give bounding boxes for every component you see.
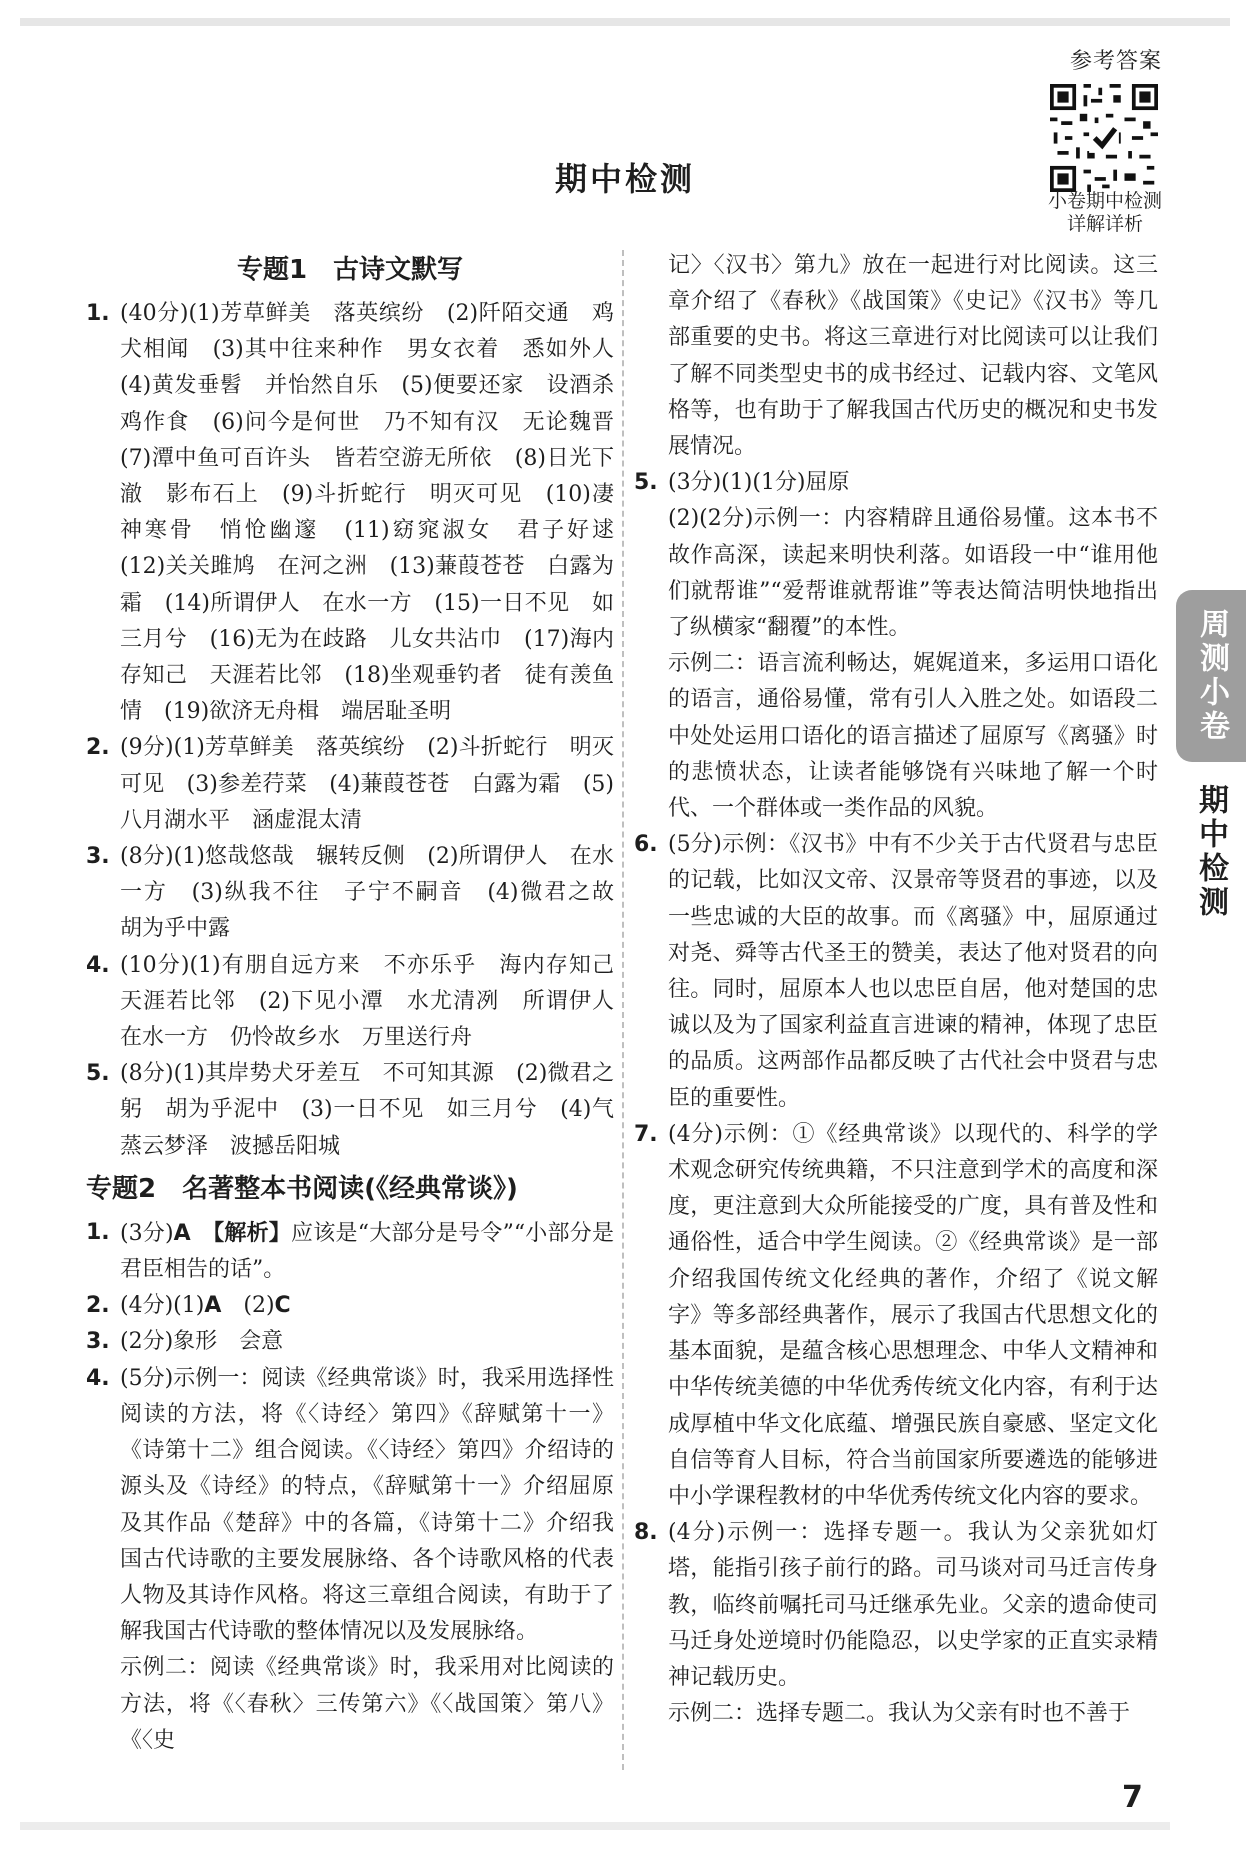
item-text: (4分)示例：①《经典常谈》以现代的、科学的学术观念研究传统典籍，不只注意到学术的高度和深度，更注意到大众所能接受的广度，具有普及性和通俗性，适合中学生阅读。②《经典常谈》是一部介绍我国传统文化经典的著作，介绍了《说文解字》等多部经典著作，展示了我国古代思想文化的基本面貌，是蕴含核心思想理念、中华人文精神和中华传统美德的中华优秀传统文化内容，有利于达成厚植中华文化底蕴、增强民族自豪感、坚定文化自信等育人目标，符合当前国家所要遴选的能够进中小学课程教材的中华优秀传统文化内容的要求。 xyxy=(668,1121,1158,1509)
qr-caption-line-2: 详解详析 xyxy=(1066,213,1143,235)
analysis-tag: 【解析】 xyxy=(213,1219,292,1246)
top-border-band xyxy=(20,18,1230,26)
answer-item xyxy=(634,1117,1158,1515)
item-number: 3. xyxy=(86,1329,110,1355)
item-number: 1. xyxy=(86,301,110,326)
item-number: 5. xyxy=(634,470,658,496)
section-title-2: 专题2 名著整本书阅读(《经典常谈》) xyxy=(86,1173,518,1204)
answer-letter: C xyxy=(274,1293,291,1319)
item-number: 5. xyxy=(86,1061,110,1087)
answer-letter: A xyxy=(173,1220,191,1246)
item-text: (8分)(1)其岸势犬牙差互 不可知其源 (2)微君之躬 胡为乎泥中 (3)一日不见 如三月兮 (4)气蒸云梦泽 波撼岳阳城 xyxy=(120,1061,614,1159)
side-tab-weekly-quiz[interactable]: 周测小卷 xyxy=(1176,590,1246,762)
answer-item xyxy=(86,948,637,1057)
item-text: (8分)(1)悠哉悠哉 辗转反侧 (2)所谓伊人 在水一方 (3)纵我不往 子宁不嗣音 (4)微君之故 胡为乎中露 xyxy=(120,844,637,942)
item-number: 8. xyxy=(634,1520,658,1546)
item-text: (5分)示例：《汉书》中有不少关于古代贤君与忠臣的记载，比如汉文帝、汉景帝等贤君的事迹，以及一些忠诚的大臣的故事。而《离骚》中，屈原通过对尧、舜等古代圣王的赞美，表达了他对贤君的向往。同时，屈原本人也以忠臣自居，他对楚国的忠诚以及为了国家利益直言进谏的精神，体现了忠臣的品质。这两部作品都反映了古代社会中贤君与忠臣的重要性。 xyxy=(668,832,1158,1111)
answer-item xyxy=(86,1288,614,1324)
answer-item xyxy=(86,1324,614,1360)
item-text: (2分)象形 会意 xyxy=(120,1329,284,1355)
item-text: 应该是“大部分是号令”“小部分是君臣相告的话”。 xyxy=(120,1220,614,1283)
item-text: (40分)(1)芳草鲜美 落英缤纷 (2)阡陌交通 鸡犬相闻 (3)其中往来种作 男女衣着 悉如外人 (4)黄发垂髫 并怡然自乐 (5)便要还家 设酒杀鸡作食 (6)问今是何世 乃不知有汉 无论魏晋 (7)潭中鱼可百许头 皆若空游无所依 (8)日光下澈 影布石上 (9)斗折蛇行 明灭可见 (10)凄神寒骨 悄怆幽邃 (11)窈窕淑女 君子好逑 (12)关关雎鸠 在河之洲 (13)蒹葭苍苍 白露为霜 (14)所谓伊人 在水一方 (15)一日不见 如三月兮 (16)无为在歧路 儿女共沾巾 (17)海内存知己 天涯若比邻 (18)坐观垂钓者 徒有羡鱼情 (19)欲济无舟楫 端居耻圣明 xyxy=(120,301,637,725)
item-number: 2. xyxy=(86,735,110,761)
answer-paragraph: 示例二：语言流利畅达，娓娓道来，多运用口语化的语言，通俗易懂，常有引人入胜之处。如语段二中处处运用口语化的语言描述了屈原写《离骚》时的悲愤状态，让读者能够饶有兴味地了解一个时代、一个群体或一类作品的风貌。 xyxy=(668,651,1158,822)
item-text: (3分) xyxy=(120,1220,174,1246)
bottom-border-band xyxy=(20,1822,1170,1830)
example-paragraph: 示例二：阅读《经典常谈》时，我采用对比阅读的方法，将《〈春秋〉三传第六》《〈战国策〉第八》《〈史 xyxy=(120,1655,614,1753)
item-text: (4分)(1) xyxy=(120,1293,205,1319)
answer-item xyxy=(86,730,614,839)
example-paragraph: 示例二：选择专题二。我认为父亲有时也不善于 xyxy=(668,1701,1131,1727)
answer-item xyxy=(86,296,637,730)
item-number: 6. xyxy=(634,832,658,858)
answer-letter: A xyxy=(204,1293,222,1319)
item-number: 4. xyxy=(86,952,110,978)
item-number: 3. xyxy=(86,844,110,870)
continued-paragraph: 记〉〈汉书〉第九》放在一起进行对比阅读。这三章介绍了《春秋》《战国策》《史记》《汉书》等几部重要的史书。将这三章进行对比阅读可以让我们了解不同类型史书的成书经过、记载内容、文笔风格等，也有助于了解我国古代历史的概况和史书发展情况。 xyxy=(668,253,1158,460)
page-number: 7 xyxy=(1122,1780,1143,1815)
item-text: (4分)示例一：选择专题一。我认为父亲犹如灯塔，能指引孩子前行的路。司马谈对司马迁言传身教，临终前嘱托司马迁继承先业。父亲的遗命使司马迁身处逆境时仍能隐忍，以史学家的正直实录精神记载历史。 xyxy=(668,1520,1158,1690)
answer-item xyxy=(634,827,1158,1117)
header-label: 参考答案 xyxy=(1070,49,1163,74)
item-text: (2) xyxy=(221,1293,275,1319)
left-column xyxy=(86,248,637,1759)
side-label-midterm: 期中检测 xyxy=(1193,784,1228,920)
answer-item xyxy=(86,1056,614,1165)
section-title-1: 专题1 古诗文默写 xyxy=(236,255,464,285)
item-number: 4. xyxy=(86,1365,110,1391)
answer-item xyxy=(86,1215,614,1288)
right-column xyxy=(634,248,1158,1732)
answer-item xyxy=(86,839,637,948)
item-number: 1. xyxy=(86,1219,110,1245)
item-text: (10分)(1)有朋自远方来 不亦乐乎 海内存知己 天涯若比邻 (2)下见小潭 水尤清冽 所谓伊人 在水一方 仍怜故乡水 万里送行舟 xyxy=(120,952,637,1051)
answer-paragraph: (2)(2分)示例一：内容精辟且通俗易懂。这本书不故作高深，读起来明快利落。如语段一中“谁用他们就帮谁”“爱帮谁就帮谁”等表达简洁明快地指出了纵横家“翻覆”的本性。 xyxy=(668,506,1158,641)
answer-item xyxy=(634,1515,1158,1696)
page-title: 期中检测 xyxy=(554,160,695,198)
item-text: (3分)(1)(1分)屈原 xyxy=(668,470,850,496)
item-text: (5分)示例一：阅读《经典常谈》时，我采用选择性阅读的方法，将《〈诗经〉第四》《辞赋第十一》《诗第十二》组合阅读。《〈诗经〉第四》介绍诗的源头及《诗经》的特点，《辞赋第十一》介绍屈原及其作品《楚辞》中的各篇，《诗第十二》介绍我国古代诗歌的主要发展脉络、各个诗歌风格的代表人物及其诗作风格。将这三章组合阅读，有助于了解我国古代诗歌的整体情况以及发展脉络。 xyxy=(120,1365,614,1645)
answer-item xyxy=(86,1361,614,1651)
item-number: 7. xyxy=(634,1121,658,1147)
item-number: 2. xyxy=(86,1293,110,1319)
answer-item xyxy=(634,465,1158,501)
item-text: (9分)(1)芳草鲜美 落英缤纷 (2)斗折蛇行 明灭可见 (3)参差荇菜 (4)蒹葭苍苍 白露为霜 (5)八月湖水平 涵虚混太清 xyxy=(120,735,614,833)
qr-caption-line-1: 小卷期中检测 xyxy=(1047,190,1162,212)
